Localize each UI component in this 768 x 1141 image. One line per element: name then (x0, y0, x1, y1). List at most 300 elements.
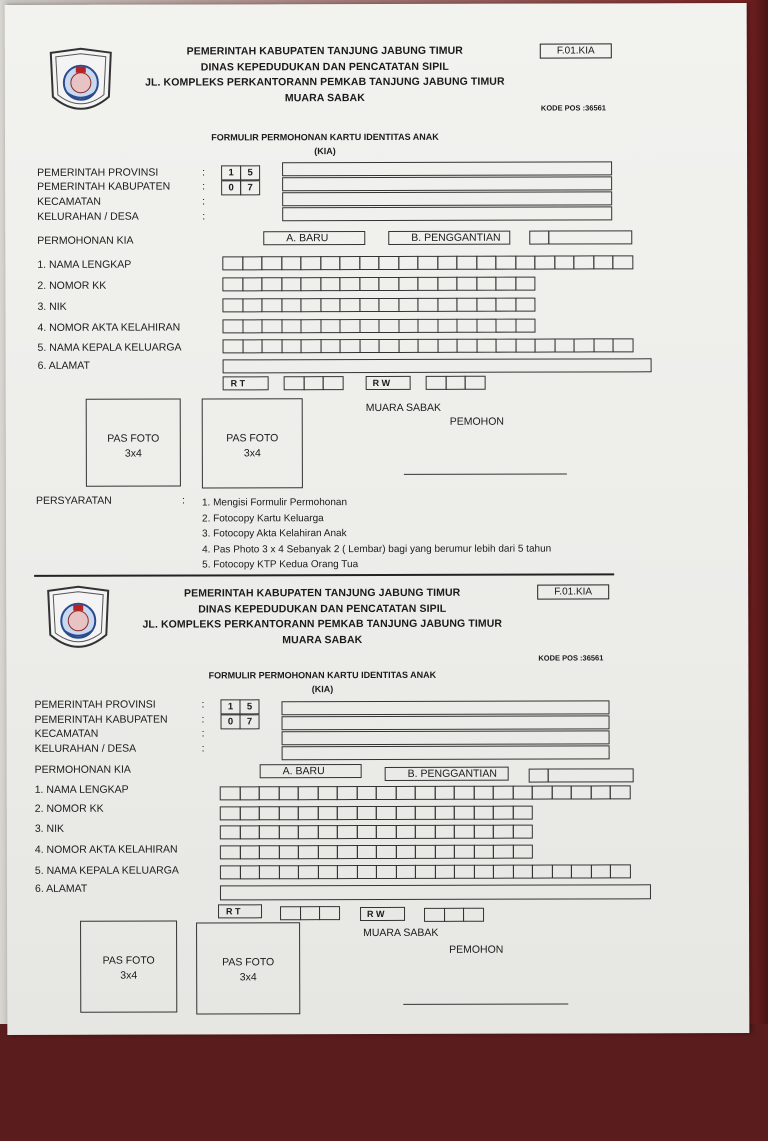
char-box[interactable] (493, 865, 514, 879)
char-box[interactable] (445, 376, 466, 390)
char-box[interactable] (495, 256, 516, 270)
char-box[interactable] (610, 864, 631, 878)
char-box[interactable] (426, 376, 447, 390)
nomor-kk-boxes[interactable] (222, 277, 534, 292)
kabupaten-code-digit[interactable]: 0 (221, 714, 241, 729)
char-box[interactable] (398, 256, 419, 270)
colon: : (202, 166, 206, 179)
photo-label: PAS FOTO (102, 954, 155, 967)
provinsi-code-digit[interactable]: 5 (240, 165, 260, 180)
char-box[interactable] (242, 256, 263, 270)
char-box[interactable] (300, 298, 321, 312)
char-box[interactable] (415, 865, 436, 879)
photo-size: 3x4 (239, 971, 257, 984)
char-box[interactable] (515, 256, 536, 270)
char-box[interactable] (610, 785, 631, 799)
char-box[interactable] (417, 298, 438, 312)
char-box[interactable] (512, 825, 533, 839)
char-box[interactable] (259, 825, 280, 839)
photo-size: 3x4 (124, 447, 142, 460)
nama-lengkap-boxes[interactable] (222, 255, 632, 270)
option-extra-checkbox[interactable] (529, 231, 549, 245)
char-box[interactable] (454, 825, 475, 839)
char-box[interactable] (534, 256, 555, 270)
char-box[interactable] (395, 806, 416, 820)
char-box[interactable] (376, 845, 397, 859)
char-box[interactable] (220, 825, 241, 839)
form-title-line-2: (KIA) (311, 684, 334, 695)
label-kecamatan: KECAMATAN (37, 195, 101, 208)
char-box[interactable] (493, 786, 514, 800)
char-box[interactable] (398, 339, 419, 353)
char-box[interactable] (515, 277, 536, 291)
colon: : (202, 195, 206, 208)
char-box[interactable] (378, 319, 399, 333)
char-box[interactable] (417, 256, 438, 270)
char-box[interactable] (473, 786, 494, 800)
char-box[interactable] (515, 298, 536, 312)
char-box[interactable] (222, 277, 243, 291)
provinsi-code-digit[interactable]: 1 (221, 165, 241, 180)
char-box[interactable] (278, 825, 299, 839)
kelurahan-field[interactable] (282, 745, 610, 760)
label-nomor-kk: 2. NOMOR KK (37, 279, 107, 292)
char-box[interactable] (337, 806, 358, 820)
char-box[interactable] (398, 319, 419, 333)
char-box[interactable] (415, 786, 436, 800)
char-box[interactable] (317, 786, 338, 800)
char-box[interactable] (242, 319, 263, 333)
photo-size: 3x4 (243, 447, 261, 460)
rw-boxes[interactable] (424, 908, 483, 922)
char-box[interactable] (261, 298, 282, 312)
char-box[interactable] (284, 376, 305, 390)
label-kabupaten: PEMERINTAH KABUPATEN (34, 713, 168, 726)
label-nomor-kk: 2. NOMOR KK (34, 802, 104, 815)
char-box[interactable] (395, 845, 416, 859)
nomor-kk-boxes[interactable] (220, 806, 532, 821)
char-box[interactable] (300, 906, 321, 920)
char-box[interactable] (259, 806, 280, 820)
label-kabupaten: PEMERINTAH KABUPATEN (37, 180, 171, 193)
char-box[interactable] (434, 786, 455, 800)
kecamatan-field[interactable] (282, 730, 610, 745)
char-box[interactable] (261, 256, 282, 270)
char-box[interactable] (590, 785, 611, 799)
char-box[interactable] (495, 298, 516, 312)
char-box[interactable] (454, 845, 475, 859)
form-title (152, 668, 492, 697)
form-copy-2 (2, 579, 745, 1141)
char-box[interactable] (278, 786, 299, 800)
char-box[interactable] (456, 319, 477, 333)
alamat-field[interactable] (220, 884, 651, 900)
char-box[interactable] (476, 277, 497, 291)
char-box[interactable] (434, 806, 455, 820)
char-box[interactable] (278, 865, 299, 879)
char-box[interactable] (262, 339, 283, 353)
requirement-item: 5. Fotocopy KTP Kedua Orang Tua (202, 559, 359, 571)
char-box[interactable] (613, 338, 634, 352)
nomor-akta-boxes[interactable] (222, 319, 534, 334)
option-baru-label: A. BARU (282, 765, 325, 778)
header-line-2: DINAS KEPEDUDUKAN DAN PENCATATAN SIPIL (200, 60, 449, 73)
char-box[interactable] (359, 277, 380, 291)
char-box[interactable] (473, 845, 494, 859)
header-block (135, 44, 515, 107)
char-box[interactable] (456, 298, 477, 312)
char-box[interactable] (376, 865, 397, 879)
char-box[interactable] (434, 845, 455, 859)
char-box[interactable] (593, 338, 614, 352)
char-box[interactable] (417, 319, 438, 333)
form-title-line-1: FORMULIR PERMOHONAN KARTU IDENTITAS ANAK (208, 669, 437, 681)
char-box[interactable] (573, 255, 594, 269)
char-box[interactable] (476, 256, 497, 270)
photo-box-1[interactable] (80, 921, 177, 1013)
char-box[interactable] (456, 256, 477, 270)
char-box[interactable] (323, 376, 344, 390)
char-box[interactable] (239, 825, 260, 839)
char-box[interactable] (465, 376, 486, 390)
char-box[interactable] (376, 806, 397, 820)
nomor-akta-boxes[interactable] (220, 845, 532, 860)
char-box[interactable] (593, 255, 614, 269)
char-box[interactable] (356, 806, 377, 820)
char-box[interactable] (319, 906, 340, 920)
char-box[interactable] (337, 786, 358, 800)
label-nama-kepala: 5. NAMA KEPALA KELUARGA (34, 864, 179, 877)
requirements-colon: : (181, 494, 185, 507)
option-baru-checkbox[interactable] (263, 231, 365, 245)
char-box[interactable] (376, 825, 397, 839)
char-box[interactable] (223, 339, 244, 353)
char-box[interactable] (317, 845, 338, 859)
char-box[interactable] (300, 319, 321, 333)
label-nama-kepala: 5. NAMA KEPALA KELUARGA (37, 341, 182, 354)
char-box[interactable] (437, 339, 458, 353)
option-penggantian-label: B. PENGGANTIAN (411, 231, 501, 244)
form-title-line-2: (KIA) (314, 146, 336, 157)
char-box[interactable] (378, 256, 399, 270)
label-nik: 3. NIK (37, 300, 67, 313)
char-box[interactable] (554, 255, 575, 269)
requirement-item: 2. Fotocopy Kartu Keluarga (201, 512, 324, 524)
char-box[interactable] (378, 277, 399, 291)
char-box[interactable] (476, 298, 497, 312)
char-box[interactable] (457, 339, 478, 353)
signature-place: MUARA SABAK (363, 926, 439, 940)
char-box[interactable] (317, 865, 338, 879)
char-box[interactable] (444, 908, 465, 922)
cut-line-divider (34, 573, 614, 577)
signature-line[interactable] (404, 474, 567, 475)
photo-label: PAS FOTO (222, 956, 275, 969)
header-line-4: MUARA SABAK (282, 633, 363, 646)
char-box[interactable] (239, 806, 260, 820)
char-box[interactable] (417, 277, 438, 291)
option-penggantian-checkbox[interactable] (388, 231, 510, 245)
rt-boxes[interactable] (280, 906, 339, 920)
char-box[interactable] (376, 786, 397, 800)
char-box[interactable] (300, 277, 321, 291)
char-box[interactable] (317, 825, 338, 839)
char-box[interactable] (415, 845, 436, 859)
char-box[interactable] (395, 786, 416, 800)
label-kelurahan: KELURAHAN / DESA (34, 742, 137, 755)
colon: : (201, 727, 205, 740)
char-box[interactable] (476, 319, 497, 333)
char-box[interactable] (320, 277, 341, 291)
option-extra-checkbox[interactable] (529, 769, 549, 783)
char-box[interactable] (359, 298, 380, 312)
char-box[interactable] (220, 845, 241, 859)
char-box[interactable] (340, 339, 361, 353)
char-box[interactable] (395, 865, 416, 879)
rt-label-box: R T (218, 904, 262, 918)
char-box[interactable] (339, 256, 360, 270)
nama-kepala-boxes[interactable] (220, 864, 630, 879)
char-box[interactable] (278, 845, 299, 859)
header-line-1: PEMERINTAH KABUPATEN TANJUNG JABUNG TIMUR (186, 44, 463, 58)
char-box[interactable] (337, 825, 358, 839)
char-box[interactable] (242, 277, 263, 291)
char-box[interactable] (434, 865, 455, 879)
char-box[interactable] (515, 339, 536, 353)
char-box[interactable] (359, 339, 380, 353)
char-box[interactable] (298, 825, 319, 839)
char-box[interactable] (551, 864, 572, 878)
char-box[interactable] (512, 865, 533, 879)
option-penggantian-checkbox[interactable] (385, 767, 509, 781)
form-code-badge: F.01.KIA (540, 43, 612, 58)
option-baru-label: A. BARU (286, 232, 329, 245)
kabupaten-code-digit[interactable]: 7 (240, 714, 260, 729)
nama-lengkap-boxes[interactable] (220, 785, 630, 800)
char-box[interactable] (473, 806, 494, 820)
char-box[interactable] (535, 339, 556, 353)
rt-boxes[interactable] (284, 376, 343, 390)
kabupaten-name-field[interactable] (282, 176, 612, 191)
char-box[interactable] (359, 319, 380, 333)
char-box[interactable] (242, 298, 263, 312)
char-box[interactable] (515, 319, 536, 333)
char-box[interactable] (222, 298, 243, 312)
char-box[interactable] (456, 277, 477, 291)
label-kecamatan: KECAMATAN (34, 727, 99, 740)
char-box[interactable] (398, 298, 419, 312)
char-box[interactable] (298, 865, 319, 879)
photo-box-2[interactable] (196, 922, 300, 1014)
option-baru-checkbox[interactable] (260, 764, 362, 778)
nik-boxes[interactable] (220, 825, 532, 840)
char-box[interactable] (220, 865, 241, 879)
char-box[interactable] (298, 806, 319, 820)
label-nama-lengkap: 1. NAMA LENGKAP (37, 258, 132, 271)
provinsi-name-field[interactable] (281, 700, 609, 715)
char-box[interactable] (454, 806, 475, 820)
char-box[interactable] (437, 256, 458, 270)
label-permohonan: PERMOHONAN KIA (34, 763, 131, 776)
char-box[interactable] (418, 339, 439, 353)
char-box[interactable] (320, 298, 341, 312)
char-box[interactable] (356, 825, 377, 839)
requirement-item: 4. Pas Photo 3 x 4 Sebanyak 2 ( Lembar) bagi yang berumur lebih dari 5 tahun (202, 543, 552, 555)
header-line-2: DINAS KEPEDUDUKAN DAN PENCATATAN SIPIL (198, 602, 447, 615)
form-code-badge: F.01.KIA (537, 584, 609, 599)
char-box[interactable] (612, 255, 633, 269)
char-box[interactable] (281, 256, 302, 270)
colon: : (201, 698, 205, 711)
photo-label: PAS FOTO (107, 432, 160, 445)
char-box[interactable] (261, 277, 282, 291)
char-box[interactable] (571, 864, 592, 878)
char-box[interactable] (337, 845, 358, 859)
char-box[interactable] (379, 339, 400, 353)
char-box[interactable] (493, 825, 514, 839)
char-box[interactable] (339, 277, 360, 291)
requirement-item: 3. Fotocopy Akta Kelahiran Anak (202, 528, 347, 540)
char-box[interactable] (476, 339, 497, 353)
char-box[interactable] (512, 806, 533, 820)
char-box[interactable] (434, 825, 455, 839)
label-provinsi: PEMERINTAH PROVINSI (37, 166, 159, 179)
char-box[interactable] (551, 785, 572, 799)
char-box[interactable] (242, 339, 263, 353)
char-box[interactable] (300, 256, 321, 270)
label-nomor-akta: 4. NOMOR AKTA KELAHIRAN (34, 843, 178, 856)
char-box[interactable] (339, 319, 360, 333)
char-box[interactable] (512, 845, 533, 859)
requirement-item: 1. Mengisi Formulir Permohonan (201, 497, 348, 509)
char-box[interactable] (493, 806, 514, 820)
char-box[interactable] (395, 825, 416, 839)
char-box[interactable] (424, 908, 445, 922)
char-box[interactable] (512, 786, 533, 800)
char-box[interactable] (415, 806, 436, 820)
char-box[interactable] (532, 786, 553, 800)
char-box[interactable] (437, 319, 458, 333)
char-box[interactable] (259, 865, 280, 879)
char-box[interactable] (320, 256, 341, 270)
char-box[interactable] (220, 786, 241, 800)
provinsi-code-digit[interactable]: 1 (220, 699, 240, 714)
char-box[interactable] (239, 786, 260, 800)
char-box[interactable] (356, 865, 377, 879)
char-box[interactable] (337, 865, 358, 879)
char-box[interactable] (496, 339, 517, 353)
char-box[interactable] (554, 338, 575, 352)
char-box[interactable] (571, 785, 592, 799)
char-box[interactable] (493, 845, 514, 859)
char-box[interactable] (454, 786, 475, 800)
rt-label-box: R T (223, 376, 269, 390)
char-box[interactable] (239, 845, 260, 859)
char-box[interactable] (222, 319, 243, 333)
char-box[interactable] (454, 865, 475, 879)
char-box[interactable] (356, 845, 377, 859)
nama-kepala-boxes[interactable] (223, 338, 633, 353)
char-box[interactable] (281, 319, 302, 333)
provinsi-name-field[interactable] (282, 161, 612, 176)
char-box[interactable] (473, 865, 494, 879)
signature-line[interactable] (403, 1004, 568, 1005)
colon: : (201, 713, 205, 726)
char-box[interactable] (532, 865, 553, 879)
kabupaten-code-digit[interactable]: 0 (221, 180, 241, 195)
char-box[interactable] (239, 865, 260, 879)
photo-size: 3x4 (120, 969, 138, 982)
kelurahan-field[interactable] (282, 206, 612, 221)
char-box[interactable] (495, 277, 516, 291)
label-provinsi: PEMERINTAH PROVINSI (34, 698, 156, 711)
char-box[interactable] (473, 825, 494, 839)
char-box[interactable] (303, 376, 324, 390)
alamat-field[interactable] (223, 358, 652, 373)
provinsi-code-digit[interactable]: 5 (239, 699, 259, 714)
char-box[interactable] (281, 298, 302, 312)
char-box[interactable] (281, 339, 302, 353)
char-box[interactable] (259, 845, 280, 859)
signature-role: PEMOHON (449, 415, 505, 428)
rw-boxes[interactable] (426, 376, 485, 390)
char-box[interactable] (574, 338, 595, 352)
char-box[interactable] (220, 806, 241, 820)
postal-code: KODE POS :36561 (538, 653, 604, 663)
requirements-list (202, 495, 551, 573)
char-box[interactable] (339, 298, 360, 312)
char-box[interactable] (463, 908, 484, 922)
header-line-4: MUARA SABAK (284, 91, 365, 104)
colon: : (202, 210, 206, 223)
char-box[interactable] (359, 256, 380, 270)
char-box[interactable] (320, 319, 341, 333)
char-box[interactable] (261, 319, 282, 333)
char-box[interactable] (298, 845, 319, 859)
char-box[interactable] (398, 277, 419, 291)
char-box[interactable] (222, 256, 243, 270)
kabupaten-code-digit[interactable]: 7 (240, 180, 260, 195)
kecamatan-field[interactable] (282, 191, 612, 206)
label-permohonan: PERMOHONAN KIA (37, 234, 134, 247)
form-sheet (5, 3, 750, 1035)
char-box[interactable] (437, 298, 458, 312)
char-box[interactable] (378, 298, 399, 312)
label-alamat: 6. ALAMAT (37, 359, 90, 372)
char-box[interactable] (320, 339, 341, 353)
option-extra-field[interactable] (548, 230, 632, 244)
char-box[interactable] (301, 339, 322, 353)
char-box[interactable] (280, 906, 301, 920)
char-box[interactable] (281, 277, 302, 291)
label-nama-lengkap: 1. NAMA LENGKAP (34, 783, 129, 796)
char-box[interactable] (415, 825, 436, 839)
photo-box-1[interactable] (86, 399, 181, 487)
char-box[interactable] (317, 806, 338, 820)
kabupaten-name-field[interactable] (282, 715, 610, 730)
char-box[interactable] (437, 277, 458, 291)
nik-boxes[interactable] (222, 298, 534, 313)
char-box[interactable] (298, 786, 319, 800)
char-box[interactable] (495, 319, 516, 333)
photo-box-2[interactable] (202, 398, 303, 488)
char-box[interactable] (259, 786, 280, 800)
option-penggantian-label: B. PENGGANTIAN (407, 767, 497, 780)
option-extra-field[interactable] (548, 768, 634, 782)
char-box[interactable] (356, 786, 377, 800)
char-box[interactable] (590, 864, 611, 878)
char-box[interactable] (278, 806, 299, 820)
